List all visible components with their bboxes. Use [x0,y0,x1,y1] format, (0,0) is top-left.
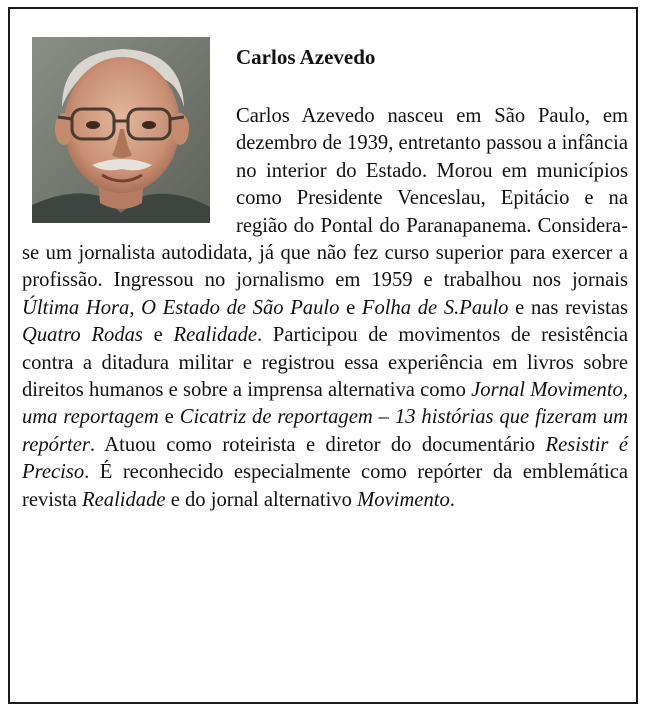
bio-text-run: . Atuou como roteirista e diretor do documentário [89,433,546,456]
work-title: Realidade [173,324,258,347]
work-title: Realidade [82,488,166,511]
work-title: Resistir é Preciso [22,433,629,484]
bio-text-run: . É reconhecido especialmente como repórter da emblemática revista [22,461,628,511]
bio-text-run: e nas revistas [508,296,628,319]
photo-spacer [22,103,236,240]
work-title: Última Hora [22,296,130,319]
bio-text-run: e [142,324,174,347]
profile-card [8,7,638,704]
work-title: Jornal Movimento, uma reportagem [22,379,628,429]
work-title: Quatro Rodas [22,324,143,347]
bio-text-run: . Participou de movimentos de resistência contra a ditadura militar e registrou essa experiência em livros sobre direitos humanos e sobre a imprensa alternativa como [22,324,628,402]
work-title: O Estado de São Paulo [141,296,340,319]
bio-text-run: . [449,488,455,511]
work-title: Cicatriz de reportagem – 13 histórias que fizeram um repórter [22,406,629,456]
person-name: Carlos Azevedo [236,45,376,69]
bio-text-run: e [339,296,362,319]
work-title: Folha de S.Paulo [361,296,509,319]
bio-text-run: , [129,296,142,319]
work-title: Movimento [357,488,450,511]
biography-text [22,103,628,514]
bio-text-run: Carlos Azevedo nasceu em São Paulo, em dezembro de 1939, entretanto passou a infância no interior do Estado. Morou em municípios como Presidente Venceslau, Epitácio e na região do Pontal do Paranapanema. Considera-se um jornalista autodidata, já que não fez curso superior para exercer a profissão. Ingressou no jornalismo em 1959 e trabalhou nos jornais [22,105,628,292]
bio-text-run: e [158,406,180,429]
bio-text-run: e do jornal alternativo [165,488,358,511]
